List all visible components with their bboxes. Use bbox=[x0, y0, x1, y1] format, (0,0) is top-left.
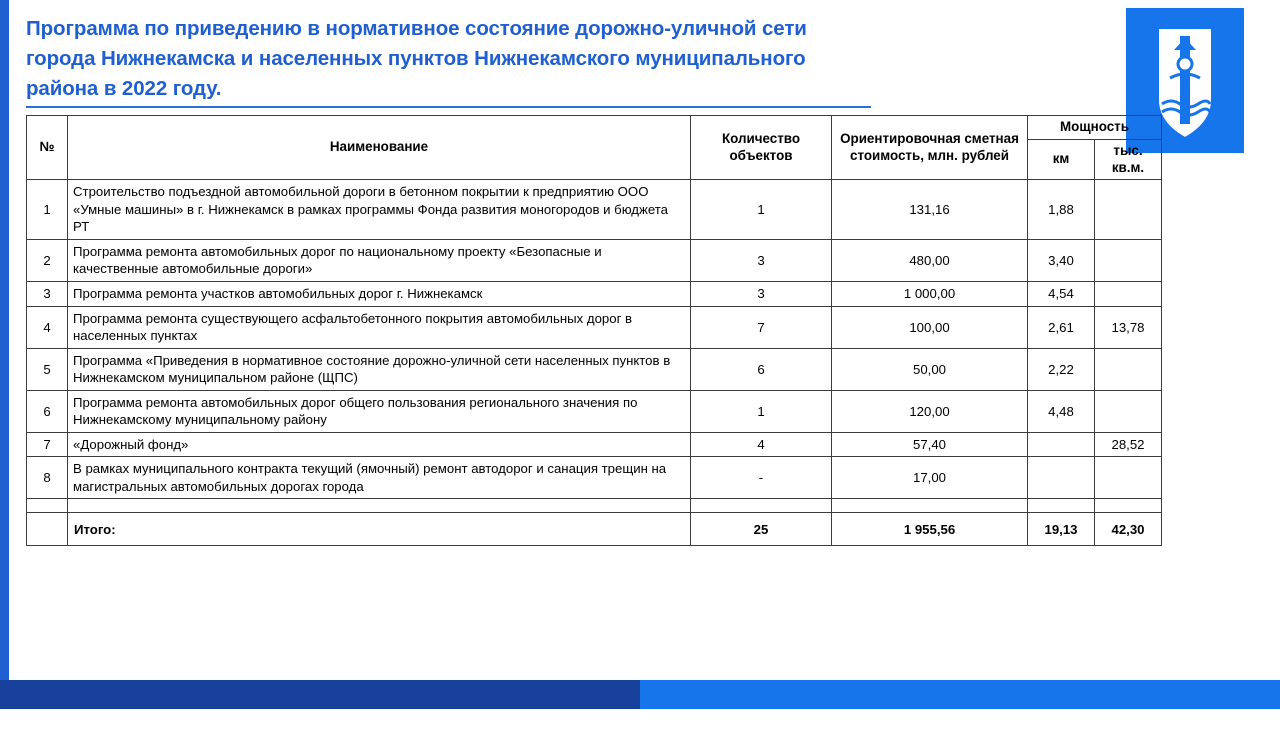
spacer-cell bbox=[1095, 499, 1162, 513]
header-name: Наименование bbox=[68, 116, 691, 180]
header-num: № bbox=[27, 116, 68, 180]
row-num: 8 bbox=[27, 457, 68, 499]
row-km bbox=[1028, 432, 1095, 457]
row-cost: 120,00 bbox=[832, 390, 1028, 432]
table-row bbox=[27, 306, 1162, 348]
table-body bbox=[27, 180, 1162, 546]
row-sqm bbox=[1095, 180, 1162, 240]
row-cost: 57,40 bbox=[832, 432, 1028, 457]
row-sqm: 28,52 bbox=[1095, 432, 1162, 457]
row-km bbox=[1028, 457, 1095, 499]
row-sqm bbox=[1095, 348, 1162, 390]
header-row-1 bbox=[27, 116, 1162, 140]
row-km: 3,40 bbox=[1028, 239, 1095, 281]
row-name: Строительство подъездной автомобильной дороги в бетонном покрытии к предприятию ООО «Умные машины» в г. Нижнекамск в рамках программы Фонда развития моногородов и бюджета РТ bbox=[68, 180, 691, 240]
program-table bbox=[26, 115, 1162, 546]
row-km: 2,22 bbox=[1028, 348, 1095, 390]
spacer-cell bbox=[27, 499, 68, 513]
row-num: 6 bbox=[27, 390, 68, 432]
title-underline bbox=[26, 106, 871, 108]
table-header bbox=[27, 116, 1162, 180]
row-count: 4 bbox=[691, 432, 832, 457]
row-num: 7 bbox=[27, 432, 68, 457]
table-row bbox=[27, 390, 1162, 432]
footer-white-strip bbox=[0, 709, 1280, 729]
page-title: Программа по приведению в нормативное состояние дорожно-уличной сети города Нижнекамска и населенных пунктов Нижнекамского муниципального района в 2022 году. bbox=[26, 17, 807, 100]
total-cost: 1 955,56 bbox=[832, 513, 1028, 546]
table-row bbox=[27, 432, 1162, 457]
footer-bar-dark bbox=[0, 680, 640, 709]
row-cost: 100,00 bbox=[832, 306, 1028, 348]
spacer-cell bbox=[691, 499, 832, 513]
header-cost: Ориентировочная сметная стоимость, млн. рублей bbox=[832, 116, 1028, 180]
row-num: 1 bbox=[27, 180, 68, 240]
total-row bbox=[27, 513, 1162, 546]
spacer-row bbox=[27, 499, 1162, 513]
row-sqm bbox=[1095, 239, 1162, 281]
row-num: 4 bbox=[27, 306, 68, 348]
row-name: В рамках муниципального контракта текущий (ямочный) ремонт автодорог и санация трещин на магистральных автомобильных дорогах города bbox=[68, 457, 691, 499]
spacer-cell bbox=[68, 499, 691, 513]
row-cost: 480,00 bbox=[832, 239, 1028, 281]
total-count: 25 bbox=[691, 513, 832, 546]
row-cost: 131,16 bbox=[832, 180, 1028, 240]
total-km: 19,13 bbox=[1028, 513, 1095, 546]
row-name: Программа «Приведения в нормативное состояние дорожно-уличной сети населенных пунктов в Нижнекамском муниципальном районе (ЩПС) bbox=[68, 348, 691, 390]
row-sqm: 13,78 bbox=[1095, 306, 1162, 348]
row-count: - bbox=[691, 457, 832, 499]
header-count: Количество объектов bbox=[691, 116, 832, 180]
header-km: км bbox=[1028, 139, 1095, 180]
row-count: 3 bbox=[691, 281, 832, 306]
footer-bar-light bbox=[640, 680, 1280, 709]
table-row bbox=[27, 457, 1162, 499]
table-row bbox=[27, 281, 1162, 306]
row-num: 3 bbox=[27, 281, 68, 306]
row-km: 2,61 bbox=[1028, 306, 1095, 348]
row-count: 7 bbox=[691, 306, 832, 348]
total-label: Итого: bbox=[68, 513, 691, 546]
row-sqm bbox=[1095, 281, 1162, 306]
title-block bbox=[26, 14, 871, 108]
row-cost: 17,00 bbox=[832, 457, 1028, 499]
row-name: Программа ремонта автомобильных дорог общего пользования регионального значения по Нижнекамскому муниципальному району bbox=[68, 390, 691, 432]
row-km: 4,48 bbox=[1028, 390, 1095, 432]
row-name: Программа ремонта участков автомобильных дорог г. Нижнекамск bbox=[68, 281, 691, 306]
row-name: Программа ремонта существующего асфальтобетонного покрытия автомобильных дорог в населенных пунктах bbox=[68, 306, 691, 348]
row-num: 2 bbox=[27, 239, 68, 281]
left-accent-bar bbox=[0, 0, 9, 729]
row-km: 1,88 bbox=[1028, 180, 1095, 240]
total-sqm: 42,30 bbox=[1095, 513, 1162, 546]
header-power: Мощность bbox=[1028, 116, 1162, 140]
table-row bbox=[27, 239, 1162, 281]
row-sqm bbox=[1095, 390, 1162, 432]
row-count: 6 bbox=[691, 348, 832, 390]
spacer-cell bbox=[1028, 499, 1095, 513]
spacer-cell bbox=[832, 499, 1028, 513]
program-table-wrap bbox=[26, 115, 1145, 546]
total-num bbox=[27, 513, 68, 546]
row-sqm bbox=[1095, 457, 1162, 499]
row-name: «Дорожный фонд» bbox=[68, 432, 691, 457]
row-cost: 1 000,00 bbox=[832, 281, 1028, 306]
row-num: 5 bbox=[27, 348, 68, 390]
table-row bbox=[27, 180, 1162, 240]
row-km: 4,54 bbox=[1028, 281, 1095, 306]
header-sqm: тыс. кв.м. bbox=[1095, 139, 1162, 180]
table-row bbox=[27, 348, 1162, 390]
row-count: 1 bbox=[691, 390, 832, 432]
row-name: Программа ремонта автомобильных дорог по национальному проекту «Безопасные и качественные автомобильные дороги» bbox=[68, 239, 691, 281]
row-cost: 50,00 bbox=[832, 348, 1028, 390]
row-count: 1 bbox=[691, 180, 832, 240]
row-count: 3 bbox=[691, 239, 832, 281]
